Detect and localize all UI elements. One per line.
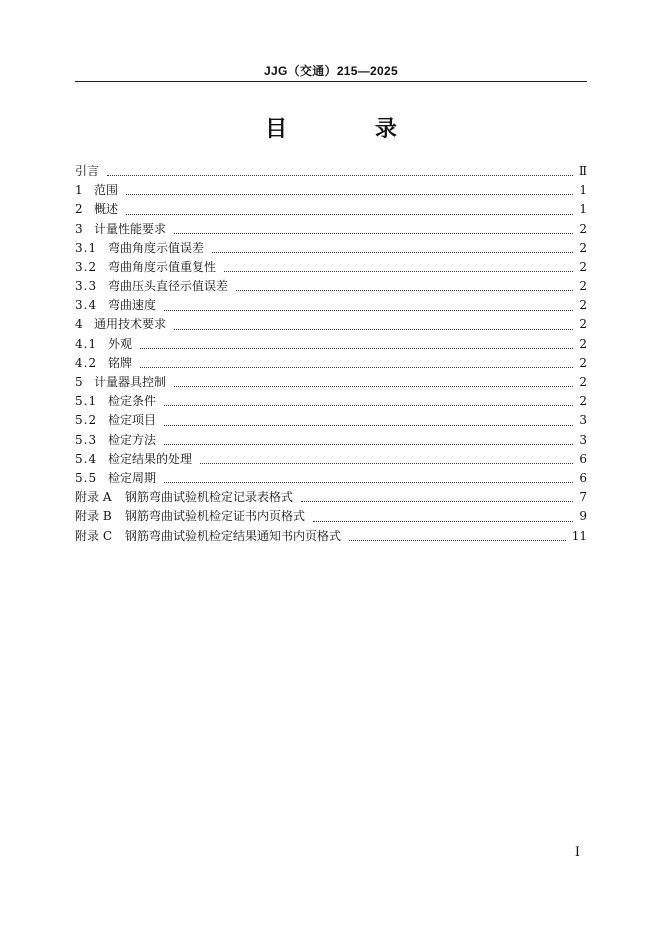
toc-entry-page: 2 [579, 259, 587, 274]
toc-entry-number: 3.2 [75, 259, 98, 274]
toc-entry[interactable] [75, 239, 587, 258]
toc-leader-dots [140, 348, 573, 349]
toc-entry-label: 弯曲速度 [108, 298, 157, 313]
toc-entry-number: 3 [75, 221, 83, 236]
toc-entry-number: 5.2 [75, 413, 98, 428]
toc-leader-dots [164, 444, 573, 445]
toc-entry-page: 2 [579, 375, 587, 390]
toc-entry-label: 检定结果的处理 [108, 451, 193, 466]
toc-leader-dots [126, 194, 573, 195]
toc-entry-number: 4.2 [75, 355, 98, 370]
toc-leader-dots [164, 405, 573, 406]
toc-entry-label: 通用技术要求 [94, 317, 167, 332]
toc-entry[interactable] [75, 354, 587, 373]
toc-entry-number: 3.1 [75, 240, 98, 255]
toc-leader-dots [140, 367, 573, 368]
page-title: 目 录 [265, 116, 437, 142]
toc-entry-label: 检定周期 [108, 470, 157, 485]
toc-entry[interactable] [75, 373, 587, 392]
toc-entry-page: 6 [579, 470, 587, 485]
toc-entry[interactable] [75, 488, 587, 507]
toc-entry-number: 1 [75, 183, 83, 198]
toc-entry-label: 检定方法 [108, 432, 157, 447]
toc-entry[interactable] [75, 527, 587, 546]
toc-entry-page: 2 [579, 240, 587, 255]
toc-entry-label: 铭牌 [108, 355, 133, 370]
toc-entry[interactable] [75, 392, 587, 411]
toc-entry-page: 3 [579, 432, 587, 447]
toc-leader-dots [174, 233, 573, 234]
toc-entry-label: 概述 [94, 202, 119, 217]
toc-leader-dots [164, 482, 573, 483]
toc-entry[interactable] [75, 181, 587, 200]
toc-entry-label: 钢筋弯曲试验机检定记录表格式 [125, 490, 294, 505]
toc-entry-label: 弯曲压头直径示值误差 [108, 279, 229, 294]
toc-entry-page: 6 [579, 451, 587, 466]
toc-entry-page: 2 [579, 298, 587, 313]
toc-entry-page: 2 [579, 317, 587, 332]
toc-leader-dots [164, 310, 573, 311]
toc-entry-page: 11 [571, 528, 587, 543]
toc-entry-page: 1 [579, 183, 587, 198]
toc-entry[interactable] [75, 411, 587, 430]
toc-entry-label: 钢筋弯曲试验机检定结果通知书内页格式 [125, 528, 342, 543]
toc-entry[interactable] [75, 277, 587, 296]
toc-entry-number: 4 [75, 317, 83, 332]
toc-entry[interactable] [75, 162, 587, 181]
toc-leader-dots [349, 540, 566, 541]
toc-entry-number: 5.3 [75, 432, 98, 447]
toc-entry-label: 检定条件 [108, 394, 157, 409]
toc-leader-dots [313, 521, 573, 522]
toc-entry[interactable] [75, 450, 587, 469]
toc-entry[interactable] [75, 469, 587, 488]
toc-entry-number: 3.4 [75, 298, 98, 313]
toc-leader-dots [236, 290, 573, 291]
toc-entry-page: 2 [579, 279, 587, 294]
toc-entry-label: 范围 [94, 183, 119, 198]
toc-entry-label: 弯曲角度示值重复性 [108, 259, 217, 274]
toc-entry-number: 4.1 [75, 336, 98, 351]
toc-entry-page: 2 [579, 221, 587, 236]
toc-entry[interactable] [75, 431, 587, 450]
toc-entry-page: 7 [579, 490, 587, 505]
toc-entry-label: 弯曲角度示值误差 [108, 240, 205, 255]
toc-entry-page: 2 [579, 394, 587, 409]
toc-list [75, 162, 587, 546]
toc-entry[interactable] [75, 200, 587, 219]
toc-entry-number: 5.4 [75, 451, 98, 466]
toc-entry-label: 检定项目 [108, 413, 157, 428]
toc-entry[interactable] [75, 220, 587, 239]
toc-entry[interactable] [75, 258, 587, 277]
toc-entry-page: 1 [579, 202, 587, 217]
toc-leader-dots [301, 501, 573, 502]
toc-entry-page: 2 [579, 355, 587, 370]
toc-entry-page: 3 [579, 413, 587, 428]
toc-entry-label: 计量性能要求 [94, 221, 167, 236]
footer-page-number: I [574, 845, 580, 860]
toc-entry-number: 附录 C [75, 528, 112, 543]
toc-entry-page: 9 [579, 509, 587, 524]
toc-leader-dots [212, 252, 573, 253]
header-rule [75, 81, 587, 82]
toc-leader-dots [174, 386, 573, 387]
toc-leader-dots [164, 425, 573, 426]
toc-leader-dots [107, 175, 573, 176]
toc-leader-dots [174, 329, 573, 330]
page-header: JJG（交通）215—2025 [264, 64, 398, 78]
toc-entry[interactable] [75, 316, 587, 335]
toc-entry-page: Ⅱ [578, 163, 587, 178]
toc-leader-dots [224, 271, 573, 272]
toc-entry-label: 引言 [75, 163, 100, 178]
toc-entry[interactable] [75, 507, 587, 526]
toc-entry-number: 5.5 [75, 470, 98, 485]
toc-entry-number: 5 [75, 375, 83, 390]
toc-entry-number: 附录 B [75, 509, 112, 524]
toc-leader-dots [200, 463, 573, 464]
toc-entry[interactable] [75, 296, 587, 315]
toc-entry-number: 5.1 [75, 394, 98, 409]
toc-entry[interactable] [75, 335, 587, 354]
toc-entry-label: 外观 [108, 336, 133, 351]
toc-entry-number: 3.3 [75, 279, 98, 294]
toc-entry-number: 2 [75, 202, 83, 217]
toc-leader-dots [126, 214, 573, 215]
toc-entry-page: 2 [579, 336, 587, 351]
toc-entry-label: 钢筋弯曲试验机检定证书内页格式 [125, 509, 306, 524]
toc-entry-label: 计量器具控制 [94, 375, 167, 390]
toc-entry-number: 附录 A [75, 490, 112, 505]
